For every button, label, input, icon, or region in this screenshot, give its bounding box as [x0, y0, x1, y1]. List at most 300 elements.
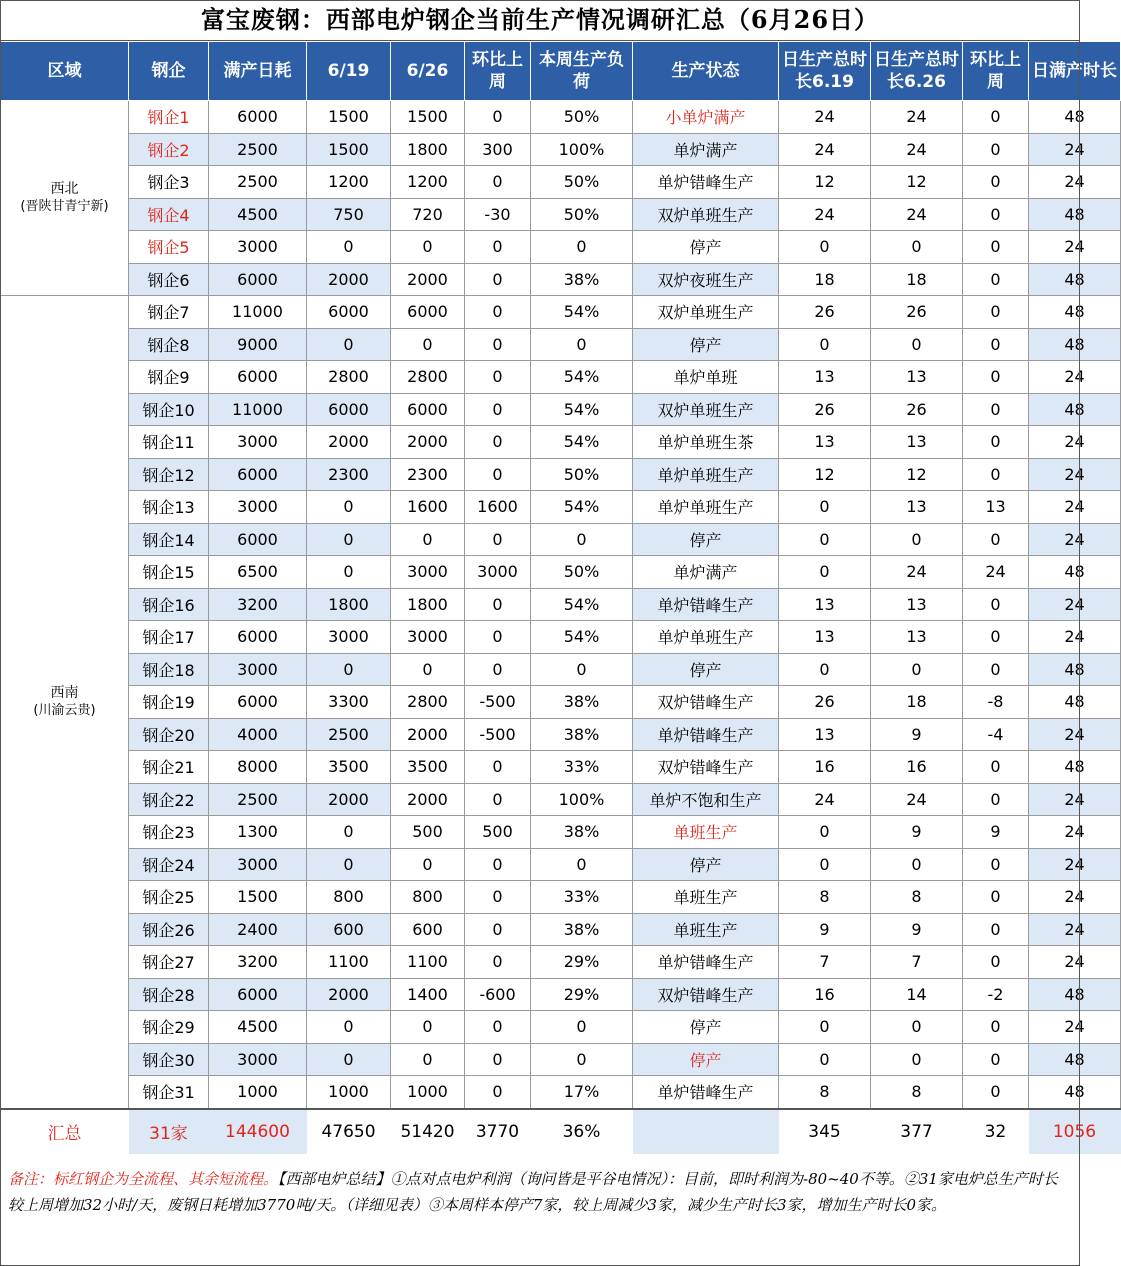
value-0619: 3300: [307, 686, 391, 719]
hours-0619: 0: [779, 653, 871, 686]
hours-0626: 0: [871, 653, 963, 686]
full-hours: 24: [1029, 426, 1121, 459]
hours-0619: 0: [779, 816, 871, 849]
hours-0619: 9: [779, 913, 871, 946]
capacity-cell: 6000: [209, 621, 307, 654]
company-name: 钢企25: [129, 881, 209, 914]
company-name: 钢企16: [129, 588, 209, 621]
wow-change: 0: [465, 751, 531, 784]
value-0626: 6000: [391, 393, 465, 426]
load-cell: 17%: [531, 1076, 633, 1109]
capacity-cell: 9000: [209, 328, 307, 361]
load-cell: 100%: [531, 133, 633, 166]
hours-0626: 26: [871, 393, 963, 426]
status-cell: 单炉错峰生产: [633, 718, 779, 751]
header-cell: 日满产时长: [1029, 42, 1121, 101]
total-capacity: 144600: [209, 1109, 307, 1154]
hours-0619: 0: [779, 556, 871, 589]
total-hours-0626: 377: [871, 1109, 963, 1154]
full-hours: 24: [1029, 458, 1121, 491]
hours-wow: 0: [963, 523, 1029, 556]
wow-change: 0: [465, 328, 531, 361]
full-hours: 48: [1029, 978, 1121, 1011]
total-hours-0619: 345: [779, 1109, 871, 1154]
company-name: 钢企3: [129, 166, 209, 199]
hours-0619: 24: [779, 133, 871, 166]
header-cell: 满产日耗: [209, 42, 307, 101]
full-hours: 24: [1029, 621, 1121, 654]
hours-0619: 0: [779, 848, 871, 881]
status-cell: 停产: [633, 523, 779, 556]
table-row: [1, 198, 1121, 231]
total-wow: 3770: [465, 1109, 531, 1154]
capacity-cell: 2500: [209, 133, 307, 166]
hours-0626: 0: [871, 231, 963, 264]
full-hours: 24: [1029, 491, 1121, 524]
hours-0619: 0: [779, 523, 871, 556]
total-0619: 47650: [307, 1109, 391, 1154]
table-row: [1, 426, 1121, 459]
load-cell: 50%: [531, 101, 633, 134]
header-cell: 本周生产负荷: [531, 42, 633, 101]
value-0619: 1100: [307, 946, 391, 979]
wow-change: 0: [465, 913, 531, 946]
hours-0626: 13: [871, 361, 963, 394]
full-hours: 24: [1029, 133, 1121, 166]
hours-0619: 13: [779, 426, 871, 459]
full-hours: 48: [1029, 393, 1121, 426]
company-name: 钢企13: [129, 491, 209, 524]
load-cell: 0: [531, 328, 633, 361]
table-row: [1, 1011, 1121, 1044]
hours-0619: 12: [779, 166, 871, 199]
hours-0626: 12: [871, 166, 963, 199]
wow-change: 0: [465, 946, 531, 979]
company-name: 钢企18: [129, 653, 209, 686]
full-hours: 48: [1029, 263, 1121, 296]
hours-0619: 26: [779, 296, 871, 329]
total-full-hours: 1056: [1029, 1109, 1121, 1154]
total-count: 31家: [129, 1109, 209, 1154]
wow-change: 1600: [465, 491, 531, 524]
wow-change: 0: [465, 621, 531, 654]
status-cell: 双炉错峰生产: [633, 686, 779, 719]
hours-wow: 0: [963, 393, 1029, 426]
full-hours: 24: [1029, 816, 1121, 849]
full-hours: 48: [1029, 1043, 1121, 1076]
load-cell: 0: [531, 653, 633, 686]
wow-change: -500: [465, 686, 531, 719]
value-0619: 1800: [307, 588, 391, 621]
hours-0619: 7: [779, 946, 871, 979]
company-name: 钢企7: [129, 296, 209, 329]
status-cell: 单炉错峰生产: [633, 588, 779, 621]
hours-0619: 26: [779, 686, 871, 719]
value-0619: 0: [307, 1011, 391, 1044]
hours-0619: 8: [779, 1076, 871, 1109]
value-0619: 2000: [307, 978, 391, 1011]
hours-wow: 0: [963, 621, 1029, 654]
hours-wow: 0: [963, 881, 1029, 914]
load-cell: 54%: [531, 361, 633, 394]
value-0619: 3000: [307, 621, 391, 654]
value-0626: 1100: [391, 946, 465, 979]
company-name: 钢企19: [129, 686, 209, 719]
table-row: [1, 946, 1121, 979]
value-0626: 3000: [391, 621, 465, 654]
load-cell: 54%: [531, 426, 633, 459]
capacity-cell: 3000: [209, 1043, 307, 1076]
hours-0619: 8: [779, 881, 871, 914]
value-0619: 2000: [307, 783, 391, 816]
full-hours: 24: [1029, 1011, 1121, 1044]
total-row: [1, 1109, 1121, 1154]
hours-wow: -2: [963, 978, 1029, 1011]
load-cell: 33%: [531, 751, 633, 784]
region-cell: [1, 101, 129, 296]
hours-0626: 0: [871, 1011, 963, 1044]
wow-change: 0: [465, 1076, 531, 1109]
company-name: 钢企31: [129, 1076, 209, 1109]
header-cell: 6/19: [307, 42, 391, 101]
table-row: [1, 133, 1121, 166]
status-cell: 双炉单班生产: [633, 393, 779, 426]
value-0626: 0: [391, 653, 465, 686]
full-hours: 24: [1029, 361, 1121, 394]
full-hours: 48: [1029, 1076, 1121, 1109]
wow-change: 0: [465, 231, 531, 264]
capacity-cell: 6000: [209, 686, 307, 719]
hours-wow: 0: [963, 296, 1029, 329]
capacity-cell: 11000: [209, 393, 307, 426]
wow-change: 0: [465, 523, 531, 556]
hours-0626: 13: [871, 588, 963, 621]
status-cell: 单炉错峰生产: [633, 946, 779, 979]
company-name: 钢企12: [129, 458, 209, 491]
hours-wow: -4: [963, 718, 1029, 751]
header-cell: 环比上周: [963, 42, 1029, 101]
value-0626: 0: [391, 1011, 465, 1044]
value-0626: 3500: [391, 751, 465, 784]
status-cell: 单炉错峰生产: [633, 166, 779, 199]
value-0619: 1200: [307, 166, 391, 199]
region-name: 西北: [50, 181, 79, 197]
capacity-cell: 3200: [209, 946, 307, 979]
status-cell: 停产: [633, 231, 779, 264]
load-cell: 0: [531, 523, 633, 556]
capacity-cell: 6000: [209, 101, 307, 134]
capacity-cell: 8000: [209, 751, 307, 784]
status-cell: 单炉单班生产: [633, 621, 779, 654]
hours-0619: 13: [779, 621, 871, 654]
hours-wow: 0: [963, 783, 1029, 816]
load-cell: 0: [531, 1011, 633, 1044]
hours-0619: 24: [779, 101, 871, 134]
company-name: 钢企2: [129, 133, 209, 166]
value-0626: 1500: [391, 101, 465, 134]
load-cell: 54%: [531, 296, 633, 329]
value-0626: 800: [391, 881, 465, 914]
capacity-cell: 3000: [209, 231, 307, 264]
header-cell: 钢企: [129, 42, 209, 101]
full-hours: 48: [1029, 101, 1121, 134]
status-cell: 停产: [633, 328, 779, 361]
company-name: 钢企30: [129, 1043, 209, 1076]
hours-wow: 0: [963, 848, 1029, 881]
hours-wow: 0: [963, 263, 1029, 296]
value-0626: 500: [391, 816, 465, 849]
table-row: [1, 848, 1121, 881]
load-cell: 33%: [531, 881, 633, 914]
load-cell: 54%: [531, 588, 633, 621]
total-load: 36%: [531, 1109, 633, 1154]
table-row: [1, 621, 1121, 654]
hours-0619: 26: [779, 393, 871, 426]
status-cell: 停产: [633, 1011, 779, 1044]
table-row: [1, 913, 1121, 946]
capacity-cell: 4500: [209, 1011, 307, 1044]
region-sub: (川渝云贵): [33, 702, 96, 718]
capacity-cell: 6000: [209, 458, 307, 491]
value-0626: 6000: [391, 296, 465, 329]
table-row: [1, 296, 1121, 329]
hours-0626: 12: [871, 458, 963, 491]
hours-0626: 13: [871, 621, 963, 654]
hours-0619: 24: [779, 783, 871, 816]
capacity-cell: 1000: [209, 1076, 307, 1109]
value-0626: 3000: [391, 556, 465, 589]
table-row: [1, 1076, 1121, 1109]
load-cell: 29%: [531, 946, 633, 979]
wow-change: 0: [465, 166, 531, 199]
table-row: [1, 166, 1121, 199]
table-row: [1, 783, 1121, 816]
value-0626: 0: [391, 231, 465, 264]
hours-0626: 14: [871, 978, 963, 1011]
hours-wow: 24: [963, 556, 1029, 589]
wow-change: 0: [465, 1043, 531, 1076]
capacity-cell: 3000: [209, 653, 307, 686]
table-row: [1, 686, 1121, 719]
value-0619: 600: [307, 913, 391, 946]
value-0619: 0: [307, 556, 391, 589]
value-0626: 2000: [391, 263, 465, 296]
value-0626: 2000: [391, 718, 465, 751]
load-cell: 54%: [531, 491, 633, 524]
capacity-cell: 11000: [209, 296, 307, 329]
full-hours: 24: [1029, 231, 1121, 264]
table-row: [1, 718, 1121, 751]
load-cell: 38%: [531, 686, 633, 719]
wow-change: 0: [465, 426, 531, 459]
wow-change: -30: [465, 198, 531, 231]
hours-wow: 0: [963, 458, 1029, 491]
header-cell: 日生产总时长6.19: [779, 42, 871, 101]
capacity-cell: 2500: [209, 166, 307, 199]
load-cell: 54%: [531, 621, 633, 654]
value-0619: 0: [307, 653, 391, 686]
hours-0626: 18: [871, 263, 963, 296]
status-cell: 单炉错峰生产: [633, 1076, 779, 1109]
header-row: [1, 42, 1121, 101]
load-cell: 38%: [531, 718, 633, 751]
table-row: [1, 231, 1121, 264]
status-cell: 停产: [633, 1043, 779, 1076]
capacity-cell: 6000: [209, 523, 307, 556]
value-0626: 2000: [391, 426, 465, 459]
status-cell: 双炉夜班生产: [633, 263, 779, 296]
table-row: [1, 101, 1121, 134]
capacity-cell: 3000: [209, 491, 307, 524]
hours-wow: 0: [963, 1011, 1029, 1044]
company-name: 钢企26: [129, 913, 209, 946]
status-cell: 单炉单班生产: [633, 491, 779, 524]
value-0626: 0: [391, 848, 465, 881]
capacity-cell: 1500: [209, 881, 307, 914]
load-cell: 38%: [531, 816, 633, 849]
full-hours: 48: [1029, 653, 1121, 686]
hours-0626: 8: [871, 881, 963, 914]
wow-change: 300: [465, 133, 531, 166]
table-row: [1, 458, 1121, 491]
company-name: 钢企6: [129, 263, 209, 296]
company-name: 钢企4: [129, 198, 209, 231]
hours-wow: 0: [963, 1076, 1029, 1109]
value-0626: 1200: [391, 166, 465, 199]
full-hours: 24: [1029, 718, 1121, 751]
hours-0626: 24: [871, 101, 963, 134]
status-cell: 单炉满产: [633, 556, 779, 589]
hours-0626: 24: [871, 556, 963, 589]
hours-0619: 0: [779, 1043, 871, 1076]
value-0626: 0: [391, 523, 465, 556]
full-hours: 24: [1029, 913, 1121, 946]
company-name: 钢企22: [129, 783, 209, 816]
header-cell: 6/26: [391, 42, 465, 101]
hours-0619: 16: [779, 978, 871, 1011]
hours-0626: 0: [871, 1043, 963, 1076]
value-0619: 0: [307, 231, 391, 264]
hours-0619: 12: [779, 458, 871, 491]
company-name: 钢企10: [129, 393, 209, 426]
company-name: 钢企17: [129, 621, 209, 654]
hours-0626: 26: [871, 296, 963, 329]
hours-0626: 24: [871, 783, 963, 816]
hours-0626: 8: [871, 1076, 963, 1109]
company-name: 钢企9: [129, 361, 209, 394]
load-cell: 100%: [531, 783, 633, 816]
region-sub: (晋陕甘青宁新): [20, 199, 109, 214]
full-hours: 48: [1029, 751, 1121, 784]
hours-0626: 13: [871, 426, 963, 459]
capacity-cell: 6500: [209, 556, 307, 589]
hours-0626: 24: [871, 198, 963, 231]
value-0619: 2500: [307, 718, 391, 751]
full-hours: 24: [1029, 946, 1121, 979]
header-cell: 区域: [1, 42, 129, 101]
value-0626: 720: [391, 198, 465, 231]
hours-0626: 9: [871, 816, 963, 849]
hours-wow: 0: [963, 946, 1029, 979]
wow-change: 0: [465, 1011, 531, 1044]
production-table: [0, 41, 1121, 1154]
wow-change: 0: [465, 296, 531, 329]
wow-change: 0: [465, 393, 531, 426]
value-0619: 0: [307, 1043, 391, 1076]
value-0626: 1000: [391, 1076, 465, 1109]
company-name: 钢企14: [129, 523, 209, 556]
value-0619: 2000: [307, 263, 391, 296]
value-0619: 0: [307, 816, 391, 849]
value-0619: 1000: [307, 1076, 391, 1109]
hours-wow: 0: [963, 198, 1029, 231]
wow-change: 0: [465, 848, 531, 881]
value-0619: 2300: [307, 458, 391, 491]
hours-wow: 0: [963, 231, 1029, 264]
hours-0626: 0: [871, 848, 963, 881]
value-0619: 800: [307, 881, 391, 914]
status-cell: 停产: [633, 653, 779, 686]
page-title: 富宝废钢：西部电炉钢企当前生产情况调研汇总（6月26日）: [0, 0, 1080, 41]
table-body: [1, 101, 1121, 1109]
value-0626: 2800: [391, 686, 465, 719]
wow-change: 500: [465, 816, 531, 849]
hours-0626: 16: [871, 751, 963, 784]
company-name: 钢企23: [129, 816, 209, 849]
table-row: [1, 881, 1121, 914]
load-cell: 29%: [531, 978, 633, 1011]
full-hours: 24: [1029, 783, 1121, 816]
value-0626: 1800: [391, 588, 465, 621]
capacity-cell: 3200: [209, 588, 307, 621]
header-cell: 生产状态: [633, 42, 779, 101]
capacity-cell: 4500: [209, 198, 307, 231]
wow-change: 0: [465, 458, 531, 491]
value-0626: 1800: [391, 133, 465, 166]
hours-wow: 13: [963, 491, 1029, 524]
wow-change: 0: [465, 653, 531, 686]
value-0619: 6000: [307, 393, 391, 426]
status-cell: 双炉错峰生产: [633, 751, 779, 784]
wow-change: 0: [465, 263, 531, 296]
status-cell: 单炉单班: [633, 361, 779, 394]
table-row: [1, 393, 1121, 426]
company-name: 钢企27: [129, 946, 209, 979]
total-status: [633, 1109, 779, 1154]
region-cell: [1, 296, 129, 1109]
hours-wow: 0: [963, 426, 1029, 459]
hours-0626: 0: [871, 523, 963, 556]
wow-change: -500: [465, 718, 531, 751]
hours-0626: 24: [871, 133, 963, 166]
status-cell: 小单炉满产: [633, 101, 779, 134]
value-0619: 750: [307, 198, 391, 231]
hours-0626: 18: [871, 686, 963, 719]
capacity-cell: 6000: [209, 978, 307, 1011]
capacity-cell: 6000: [209, 361, 307, 394]
status-cell: 单班生产: [633, 816, 779, 849]
hours-0619: 0: [779, 1011, 871, 1044]
value-0619: 3500: [307, 751, 391, 784]
value-0619: 0: [307, 328, 391, 361]
table-row: [1, 361, 1121, 394]
capacity-cell: 2500: [209, 783, 307, 816]
capacity-cell: 4000: [209, 718, 307, 751]
header-cell: 环比上周: [465, 42, 531, 101]
value-0619: 0: [307, 491, 391, 524]
hours-0626: 13: [871, 491, 963, 524]
value-0619: 1500: [307, 101, 391, 134]
